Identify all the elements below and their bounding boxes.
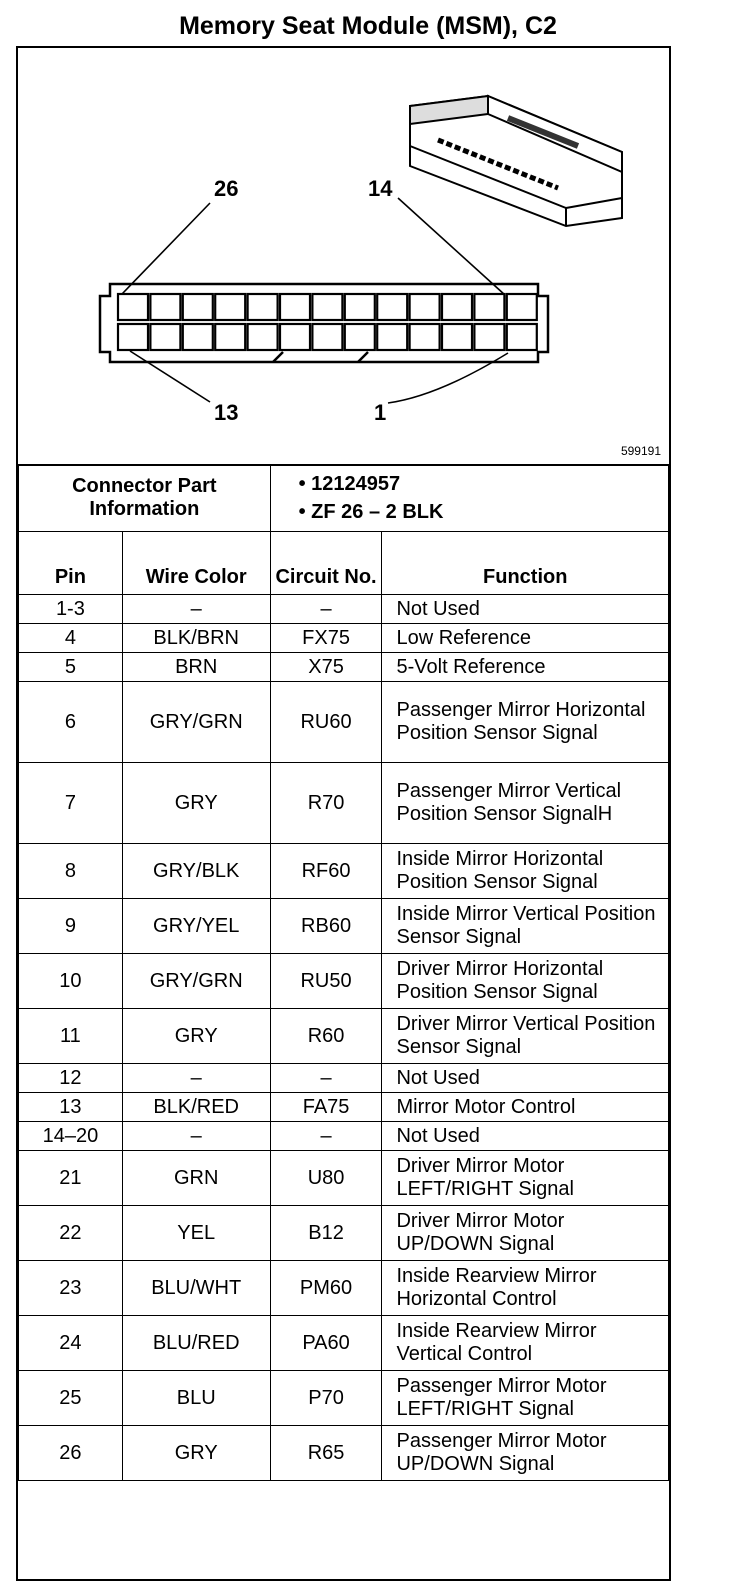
- part-number: • 12124957: [298, 473, 401, 495]
- pin-cavity: [377, 294, 407, 320]
- cell-circuit-no: R60: [270, 1009, 382, 1064]
- cell-circuit-no: FA75: [270, 1093, 382, 1122]
- cell-function: Driver Mirror Motor UP/DOWN Signal: [382, 1206, 669, 1261]
- table-row: [19, 595, 669, 624]
- cell-function: Not Used: [382, 1064, 669, 1093]
- cell-wire-color: GRN: [122, 1151, 270, 1206]
- cell-function: Passenger Mirror Motor UP/DOWN Signal: [382, 1426, 669, 1481]
- table-row: [19, 899, 669, 954]
- cell-pin: 23: [19, 1261, 123, 1316]
- table-row: [19, 1151, 669, 1206]
- pin-cavity: [442, 294, 472, 320]
- cell-circuit-no: P70: [270, 1371, 382, 1426]
- pin-cavity: [280, 294, 310, 320]
- column-header-pin: Pin: [19, 532, 123, 595]
- cell-circuit-no: –: [270, 1122, 382, 1151]
- pin-cavity: [312, 294, 342, 320]
- pin-cavity: [215, 324, 245, 350]
- column-header-wire-color: Wire Color: [122, 532, 270, 595]
- table-header-row: [19, 532, 669, 595]
- table-row: [19, 1093, 669, 1122]
- cell-pin: 7: [19, 763, 123, 844]
- pin-cavity: [474, 324, 504, 350]
- cell-wire-color: GRY/GRN: [122, 954, 270, 1009]
- cell-wire-color: GRY: [122, 1009, 270, 1064]
- cell-circuit-no: R70: [270, 763, 382, 844]
- pin-cavity: [183, 294, 213, 320]
- pin-cavity: [474, 294, 504, 320]
- cell-pin: 5: [19, 653, 123, 682]
- cell-function: Passenger Mirror Vertical Position Sensor SignalH: [382, 763, 669, 844]
- table-row: [19, 1064, 669, 1093]
- pin-label-13: 13: [214, 400, 239, 425]
- cell-circuit-no: PM60: [270, 1261, 382, 1316]
- connector-drawing: [18, 48, 669, 464]
- cell-pin: 6: [19, 682, 123, 763]
- cell-pin: 24: [19, 1316, 123, 1371]
- pin-cavity: [150, 324, 180, 350]
- cell-wire-color: BLU/RED: [122, 1316, 270, 1371]
- pin-cavity: [410, 324, 440, 350]
- connector-sheet: [16, 46, 671, 1581]
- cell-function: Inside Rearview Mirror Horizontal Control: [382, 1261, 669, 1316]
- cell-pin: 14–20: [19, 1122, 123, 1151]
- cell-circuit-no: –: [270, 595, 382, 624]
- cell-pin: 11: [19, 1009, 123, 1064]
- cell-wire-color: GRY/GRN: [122, 682, 270, 763]
- cell-pin: 22: [19, 1206, 123, 1261]
- cell-function: Inside Rearview Mirror Vertical Control: [382, 1316, 669, 1371]
- part-type: • ZF 26 – 2 BLK: [298, 501, 444, 523]
- cell-circuit-no: RF60: [270, 844, 382, 899]
- table-row: [19, 1371, 669, 1426]
- cell-function: Passenger Mirror Motor LEFT/RIGHT Signal: [382, 1371, 669, 1426]
- table-row: [19, 653, 669, 682]
- cell-pin: 4: [19, 624, 123, 653]
- cell-wire-color: –: [122, 1122, 270, 1151]
- pin-cavity: [442, 324, 472, 350]
- table-row: [19, 1316, 669, 1371]
- pin-cavity: [118, 294, 148, 320]
- cell-wire-color: BRN: [122, 653, 270, 682]
- cell-circuit-no: FX75: [270, 624, 382, 653]
- cell-function: Passenger Mirror Horizontal Position Sensor Signal: [382, 682, 669, 763]
- cell-wire-color: YEL: [122, 1206, 270, 1261]
- cell-pin: 10: [19, 954, 123, 1009]
- cell-circuit-no: RU50: [270, 954, 382, 1009]
- table-row: [19, 763, 669, 844]
- cell-pin: 25: [19, 1371, 123, 1426]
- cell-wire-color: BLK/BRN: [122, 624, 270, 653]
- cell-pin: 26: [19, 1426, 123, 1481]
- table-row: [19, 1009, 669, 1064]
- cell-wire-color: GRY: [122, 763, 270, 844]
- column-header-function: Function: [382, 532, 669, 595]
- cell-function: Not Used: [382, 595, 669, 624]
- cell-function: Mirror Motor Control: [382, 1093, 669, 1122]
- pin-cavities: [118, 294, 537, 350]
- cell-wire-color: GRY/BLK: [122, 844, 270, 899]
- pin-cavity: [118, 324, 148, 350]
- cell-circuit-no: –: [270, 1064, 382, 1093]
- cell-pin: 12: [19, 1064, 123, 1093]
- pin-cavity: [280, 324, 310, 350]
- pinout-table: [18, 464, 669, 1481]
- figure-number: 599191: [620, 444, 661, 458]
- cell-function: Inside Mirror Horizontal Position Sensor Signal: [382, 844, 669, 899]
- cell-wire-color: GRY/YEL: [122, 899, 270, 954]
- cell-circuit-no: RB60: [270, 899, 382, 954]
- cell-circuit-no: R65: [270, 1426, 382, 1481]
- table-row: [19, 682, 669, 763]
- cell-pin: 9: [19, 899, 123, 954]
- connector-part-info-values: [270, 465, 668, 532]
- cell-function: 5-Volt Reference: [382, 653, 669, 682]
- column-header-circuit-no: Circuit No.: [270, 532, 382, 595]
- pin-cavity: [507, 294, 537, 320]
- cell-circuit-no: B12: [270, 1206, 382, 1261]
- cell-function: Inside Mirror Vertical Position Sensor Signal: [382, 899, 669, 954]
- pin-cavity: [377, 324, 407, 350]
- cell-function: Not Used: [382, 1122, 669, 1151]
- table-row: [19, 1261, 669, 1316]
- cell-wire-color: –: [122, 1064, 270, 1093]
- table-row: [19, 1122, 669, 1151]
- cell-wire-color: BLK/RED: [122, 1093, 270, 1122]
- cell-function: Driver Mirror Vertical Position Sensor Signal: [382, 1009, 669, 1064]
- cell-wire-color: GRY: [122, 1426, 270, 1481]
- page-title: Memory Seat Module (MSM), C2: [179, 12, 557, 40]
- cell-wire-color: BLU: [122, 1371, 270, 1426]
- cell-function: Driver Mirror Horizontal Position Sensor Signal: [382, 954, 669, 1009]
- cell-wire-color: BLU/WHT: [122, 1261, 270, 1316]
- cell-circuit-no: X75: [270, 653, 382, 682]
- cell-pin: 21: [19, 1151, 123, 1206]
- cell-circuit-no: U80: [270, 1151, 382, 1206]
- cell-function: Driver Mirror Motor LEFT/RIGHT Signal: [382, 1151, 669, 1206]
- cell-circuit-no: RU60: [270, 682, 382, 763]
- pin-label-1: 1: [374, 400, 387, 425]
- pin-cavity: [183, 324, 213, 350]
- pin-label-14: 14: [368, 176, 393, 201]
- cell-pin: 1-3: [19, 595, 123, 624]
- connector-part-info-row: [19, 465, 669, 532]
- pin-cavity: [312, 324, 342, 350]
- table-row: [19, 954, 669, 1009]
- connector-perspective-icon: [410, 96, 622, 226]
- pin-cavity: [410, 294, 440, 320]
- table-row: [19, 624, 669, 653]
- table-row: [19, 1206, 669, 1261]
- pin-cavity: [345, 324, 375, 350]
- cell-circuit-no: PA60: [270, 1316, 382, 1371]
- pin-cavity: [248, 294, 278, 320]
- cell-pin: 13: [19, 1093, 123, 1122]
- cell-wire-color: –: [122, 595, 270, 624]
- cell-function: Low Reference: [382, 624, 669, 653]
- cell-pin: 8: [19, 844, 123, 899]
- connector-figure: [18, 48, 669, 466]
- pin-label-26: 26: [214, 176, 239, 201]
- connector-part-info-label: Connector Part Information: [19, 465, 271, 532]
- pin-cavity: [345, 294, 375, 320]
- pin-cavity: [150, 294, 180, 320]
- pin-cavity: [215, 294, 245, 320]
- pin-cavity: [248, 324, 278, 350]
- table-row: [19, 844, 669, 899]
- table-row: [19, 1426, 669, 1481]
- pin-cavity: [507, 324, 537, 350]
